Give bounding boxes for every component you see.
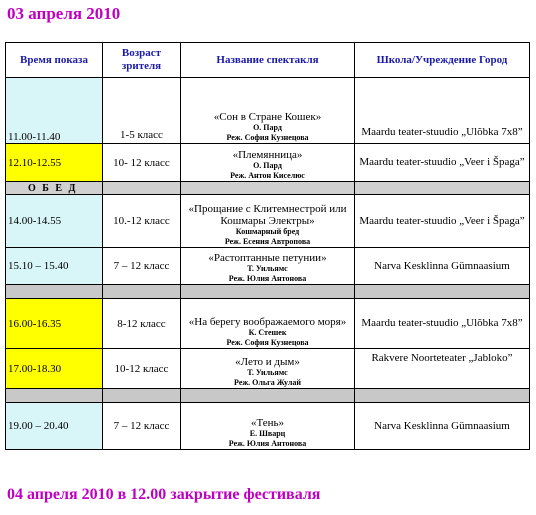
age-cell: 8-12 класс — [103, 299, 181, 349]
show-author: Кошмарный бред — [235, 227, 300, 236]
show-cell — [181, 403, 355, 450]
show-cell — [181, 299, 355, 349]
show-cell — [181, 248, 355, 285]
header-school: Школа/Учреждение Город — [355, 43, 530, 78]
show-title: «Растоптанные петунии» — [208, 252, 327, 264]
show-author: О. Пард — [253, 161, 282, 170]
age-cell: 10.-12 класс — [103, 195, 181, 248]
show-author: Е. Шварц — [249, 429, 286, 438]
spacer-row — [6, 389, 530, 403]
show-title: «Прощание с Клитемнестрой или Кошмары Электры» — [188, 203, 347, 227]
table-row — [6, 349, 530, 389]
school-cell: Narva Kesklinna Gümnaasium — [355, 403, 530, 450]
date-heading: 03 апреля 2010 — [7, 4, 121, 23]
lunch-row — [6, 182, 530, 195]
table-row — [6, 195, 530, 248]
age-cell: 10-12 класс — [103, 349, 181, 389]
show-cell — [181, 78, 355, 144]
show-director: Реж. Юлия Антонова — [228, 274, 307, 283]
table-header-row — [6, 43, 530, 78]
school-cell: Maardu teater-stuudio „Ulõbka 7x8” — [355, 78, 530, 144]
time-cell: 14.00-14.55 — [6, 195, 103, 248]
show-title: «Племянница» — [232, 149, 303, 161]
spacer-row — [6, 285, 530, 299]
time-cell: 16.00-16.35 — [6, 299, 103, 349]
show-director: Реж. Антон Киселюс — [230, 171, 305, 180]
table-row — [6, 78, 530, 144]
age-cell: 7 – 12 класс — [103, 403, 181, 450]
school-cell: Maardu teater-stuudio „Ulõbka 7x8” — [355, 299, 530, 349]
time-cell: 12.10-12.55 — [6, 144, 103, 182]
table-row — [6, 144, 530, 182]
closing-note: 04 апреля 2010 в 12.00 закрытие фестиваля — [7, 486, 321, 503]
age-cell: 1-5 класс — [103, 78, 181, 144]
show-title: «Сон в Стране Кошек» — [213, 111, 322, 123]
time-cell: 19.00 – 20.40 — [6, 403, 103, 450]
header-time: Время показа — [6, 43, 103, 78]
show-author: К. Стешек — [248, 328, 287, 337]
table-row — [6, 403, 530, 450]
time-cell: 17.00-18.30 — [6, 349, 103, 389]
header-show: Название спектакля — [181, 43, 355, 78]
header-age: Возраст зрителя — [103, 43, 181, 78]
show-cell — [181, 195, 355, 248]
lunch-label: О Б Е Д — [6, 182, 103, 195]
show-cell — [181, 349, 355, 389]
time-cell: 11.00-11.40 — [6, 78, 103, 144]
show-director: Реж. Ольга Жулай — [234, 378, 301, 387]
school-cell: Narva Kesklinna Gümnaasium — [355, 248, 530, 285]
show-director: Реж. София Кузнецова — [226, 133, 309, 142]
show-cell — [181, 144, 355, 182]
show-author: Т. Уильямс — [247, 368, 288, 377]
show-title: «Тень» — [250, 417, 285, 429]
show-title: «Лето и дым» — [235, 356, 300, 368]
age-cell: 7 – 12 класс — [103, 248, 181, 285]
show-author: О. Пард — [253, 123, 282, 132]
show-director: Реж. Юлия Антонова — [228, 439, 307, 448]
time-cell: 15.10 – 15.40 — [6, 248, 103, 285]
age-cell: 10- 12 класс — [103, 144, 181, 182]
show-director: Реж. София Кузнецова — [226, 338, 309, 347]
show-author: Т. Уильямс — [247, 264, 288, 273]
school-cell: Maardu teater-stuudio „Veer i Špaga” — [355, 195, 530, 248]
show-director: Реж. Есения Автропова — [224, 237, 311, 246]
table-row — [6, 248, 530, 285]
show-title: «На берегу воображаемого моря» — [188, 316, 347, 328]
school-cell: Rakvere Noorteteater „Jabloko” — [355, 349, 530, 389]
schedule-table — [5, 42, 530, 450]
table-row — [6, 299, 530, 349]
school-cell: Maardu teater-stuudio „Veer i Špaga” — [355, 144, 530, 182]
